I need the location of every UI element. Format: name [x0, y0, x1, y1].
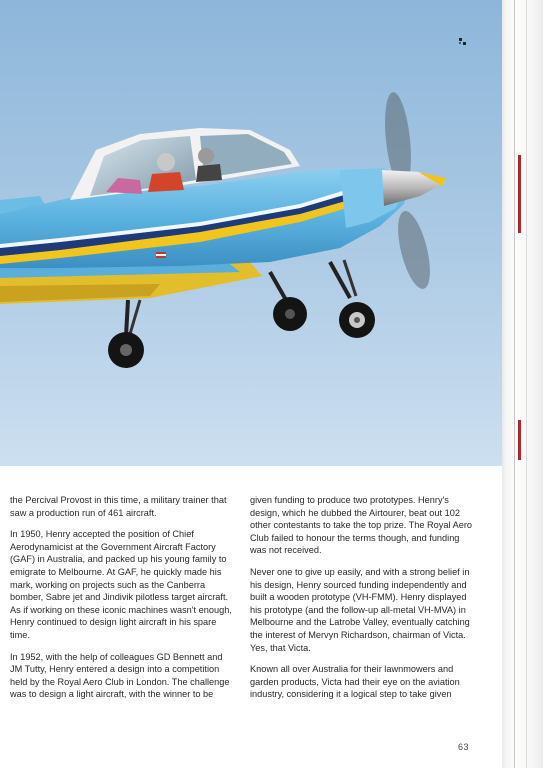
page-number: 63 [458, 742, 470, 752]
pilot-rear-helmet [157, 153, 175, 171]
paragraph: In 1952, with the help of colleagues GD Bennett and JM Tutty, Henry entered a design into a competition held by the Royal Aero Club in London. The challenge was to design a light aircraft, with the winner to be [10, 651, 230, 700]
pilot-rear [148, 172, 184, 192]
page-edge-mark [518, 155, 521, 233]
paragraph: In 1950, Henry accepted the position of Chief Aerodynamicist at the Government Aircraft Factory (GAF) in Australia, and packed up his young family to emigrate to Melbourne. At GAF, he quickly made his mark, working on projects such as the Canberra bomber, Sabre jet and Jindivik pilotless target aircraft. As if working on these iconic machines wasn't enough, Henry continued to design light aircraft in his spare time. [10, 529, 232, 640]
page-edge-line [514, 0, 515, 768]
paragraph: the Percival Provost in this time, a military trainer that saw a production run of 461 aircraft. [10, 495, 227, 518]
article-column-left [10, 494, 236, 710]
paragraph: Known all over Australia for their lawnmowers and garden products, Victa had their eye on the aviation industry, considering it a logical step to take given [250, 664, 460, 700]
paragraph: given funding to produce two prototypes. Henry's design, which he dubbed the Airtourer, beat out 102 other contestants to take the top prize. The Royal Aero Club failed to honour the terms though, and funding was not received. [250, 495, 472, 556]
paragraph: Never one to give up easily, and with a strong belief in his design, Henry sourced funding independently and built a wooden prototype (VH-FMM). Henry displayed his prototype (and the follow-up all-metal VH-MVA) in Melbourne and the Latrobe Valley, eventually catching the interest of Mervyn Richardson, chairman of Victa. Yes, that Victa. [250, 566, 470, 653]
article-column-right [250, 494, 476, 710]
page-edge-mark [518, 420, 521, 460]
pilot-front-helmet [198, 148, 214, 164]
page-edge-line [526, 0, 527, 768]
book-spine-edge [502, 0, 543, 768]
